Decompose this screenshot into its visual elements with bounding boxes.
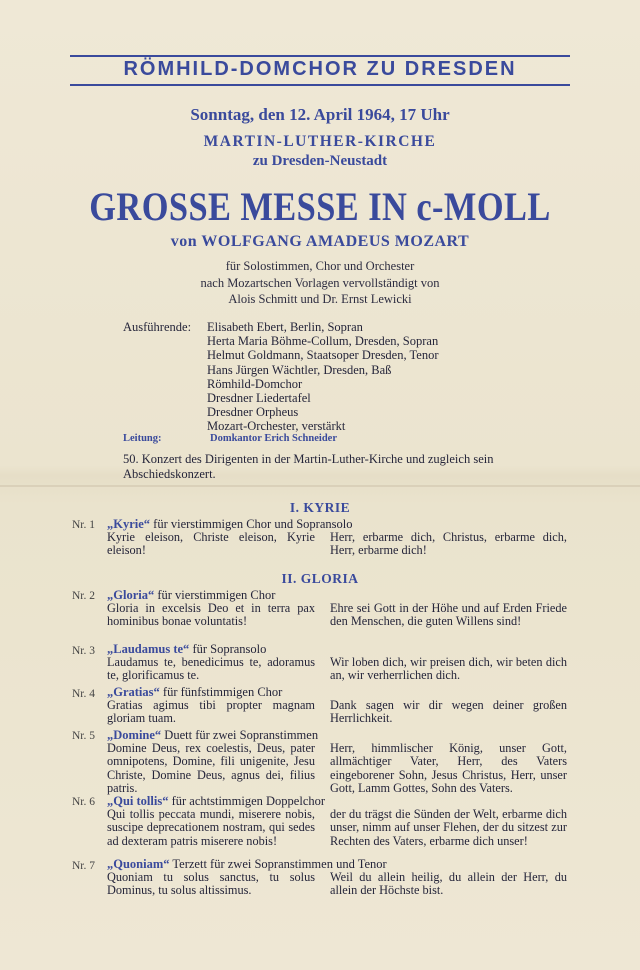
- composer: von WOLFGANG AMADEUS MOZART: [170, 233, 470, 250]
- conductor-name: Domkantor Erich Schneider: [210, 433, 337, 444]
- performer: Hans Jürgen Wächtler, Dresden, Baß: [207, 362, 392, 377]
- church-town: zu Dresden-Neustadt: [252, 153, 388, 169]
- work-title: GROSSE MESSE IN c-MOLL: [89, 184, 551, 229]
- item-number: Nr. 4: [72, 688, 95, 700]
- item-name: „Domine“: [107, 728, 162, 742]
- completion-authors: Alois Schmitt und Dr. Ernst Lewicki: [228, 292, 412, 306]
- choir-title: RÖMHILD-DOMCHOR ZU DRESDEN: [123, 58, 517, 80]
- farewell-note: 50. Konzert des Dirigenten in der Martin-Luther-Kirche und zugleich sein Abschiedskonzert.: [123, 452, 494, 481]
- header-rule-top: [70, 55, 570, 57]
- performer: Römhild-Domchor: [207, 376, 303, 391]
- performer: Dresdner Orpheus: [207, 405, 299, 420]
- section-heading-kyrie: I. KYRIE: [289, 500, 351, 515]
- item-number: Nr. 2: [72, 590, 95, 602]
- latin-text: Kyrie eleison, Christe eleison, Kyrie eleison!: [107, 530, 315, 558]
- performer: Mozart-Orchester, verstärkt: [207, 419, 346, 434]
- item-scoring: für vierstimmigen Chor: [154, 588, 276, 602]
- german-text: der du trägst die Sünden der Welt, erbarme dich unser, nimm auf unser Flehen, der du sitzest zur Rechten des Vaters, erbarme dich unser!: [330, 807, 567, 848]
- german-text: Dank sagen wir dir wegen deiner großen Herrlichkeit.: [330, 698, 567, 726]
- completion-note: nach Mozartschen Vorlagen vervollständigt von: [200, 276, 440, 290]
- item-name: „Gloria“: [107, 588, 155, 602]
- item-scoring: für vierstimmigen Chor und Sopransolo: [150, 517, 353, 531]
- item-scoring: Terzett für zwei Sopranstimmen und Tenor: [169, 857, 387, 871]
- item-number: Nr. 5: [72, 730, 95, 742]
- latin-text: Gratias agimus tibi propter magnam gloriam tuam.: [107, 698, 315, 726]
- item-number: Nr. 7: [72, 860, 95, 872]
- header-rule-bottom: [70, 84, 570, 86]
- item-number: Nr. 6: [72, 796, 95, 808]
- german-text: Herr, erbarme dich, Christus, erbarme dich, Herr, erbarme dich!: [330, 530, 567, 558]
- item-name: „Gratias“: [107, 685, 160, 699]
- latin-text: Quoniam tu solus sanctus, tu solus Dominus, tu solus altissimus.: [107, 870, 315, 898]
- item-name: „Kyrie“: [107, 517, 151, 531]
- item-number: Nr. 3: [72, 645, 95, 657]
- scoring: für Solostimmen, Chor und Orchester: [225, 259, 415, 273]
- paper-fold: [0, 485, 640, 487]
- performer: Herta Maria Böhme-Collum, Dresden, Sopran: [207, 334, 439, 349]
- latin-text: Domine Deus, rex coelestis, Deus, pater omnipotens, Domine, fili unigenite, Jesu Christe, Domine Deus, agnus dei, filius patris.: [107, 741, 315, 795]
- performers-list: [207, 320, 438, 434]
- concert-date: Sonntag, den 12. April 1964, 17 Uhr: [190, 105, 450, 124]
- performers-label: Ausführende:: [123, 320, 192, 334]
- performer: Elisabeth Ebert, Berlin, Sopran: [207, 320, 363, 334]
- item-name: „Laudamus te“: [107, 642, 190, 656]
- church-name: MARTIN-LUTHER-KIRCHE: [203, 133, 437, 150]
- item-scoring: für fünfstimmigen Chor: [159, 685, 283, 699]
- item-name: „Quoniam“: [107, 857, 170, 871]
- section-heading-gloria: II. GLORIA: [281, 571, 359, 586]
- german-text: Herr, himmlischer König, unser Gott, allmächtiger Vater, Herr, des Vaters eingeborener Sohn, Jesus Christus, Herr, unser Gott, Lamm Gottes, Sohn des Vaters.: [330, 741, 567, 795]
- latin-text: Gloria in excelsis Deo et in terra pax hominibus bonae voluntatis!: [107, 601, 315, 629]
- item-number: Nr. 1: [72, 519, 95, 531]
- item-scoring: für Sopransolo: [189, 642, 267, 656]
- latin-text: Qui tollis peccata mundi, miserere nobis, suscipe deprecationem nostram, qui sedes ad dexteram patris miserere nobis!: [107, 807, 315, 848]
- conductor-label: Leitung:: [123, 433, 162, 444]
- item-scoring: Duett für zwei Sopranstimmen: [161, 728, 319, 742]
- latin-text: Laudamus te, benedicimus te, adoramus te, glorificamus te.: [107, 655, 315, 683]
- item-name: „Qui tollis“: [107, 794, 169, 808]
- performer: Helmut Goldmann, Staatsoper Dresden, Tenor: [207, 348, 439, 363]
- german-text: Wir loben dich, wir preisen dich, wir beten dich an, wir verherrlichen dich.: [330, 655, 567, 683]
- german-text: Weil du allein heilig, du allein der Herr, du allein der Höchste bist.: [330, 870, 567, 898]
- performer: Dresdner Liedertafel: [207, 391, 311, 406]
- item-scoring: für achtstimmigen Doppelchor: [168, 794, 326, 808]
- german-text: Ehre sei Gott in der Höhe und auf Erden Friede den Menschen, die guten Willens sind!: [330, 601, 567, 629]
